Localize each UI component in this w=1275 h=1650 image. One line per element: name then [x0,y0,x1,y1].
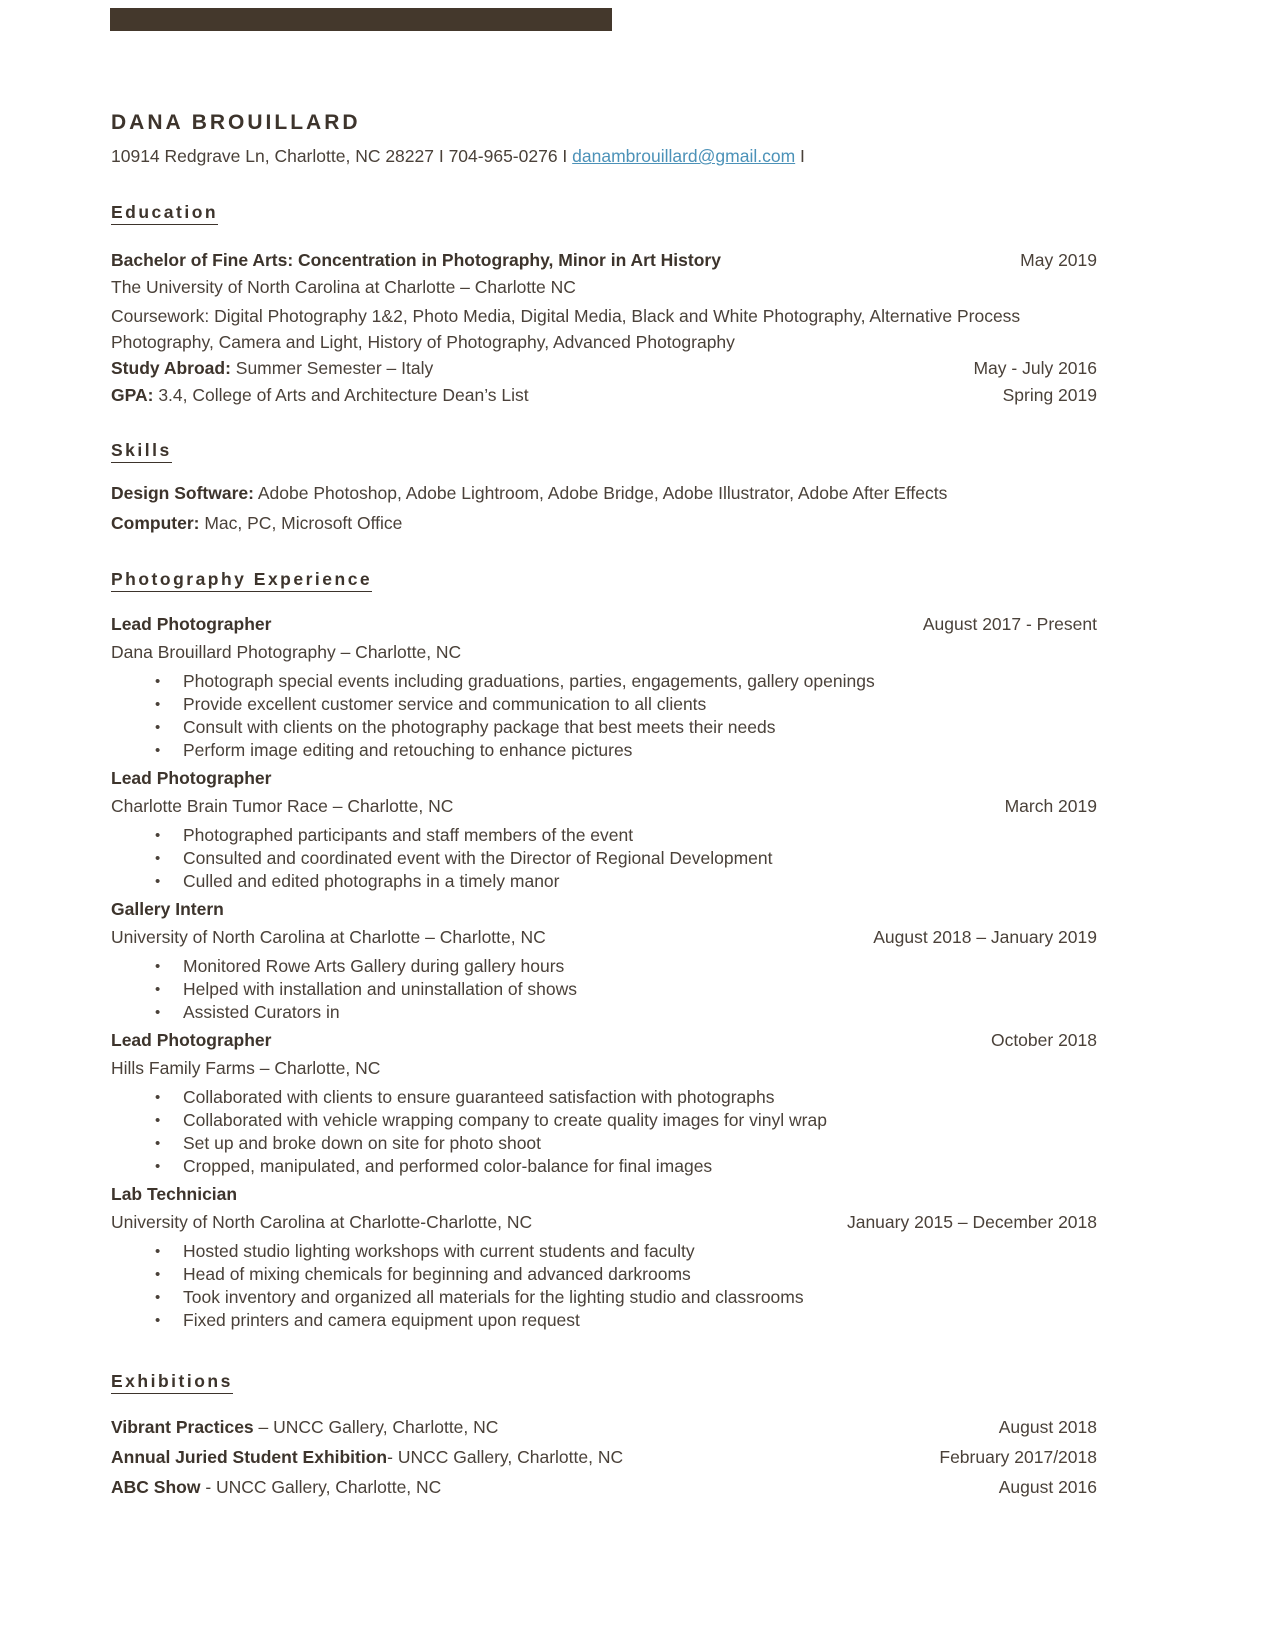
bullet-item: • Hosted studio lighting workshops with current students and faculty [111,1240,1097,1263]
job-title: Lead Photographer [111,614,272,634]
exhibition-row [111,1412,1097,1442]
design-software-line: Design Software: Adobe Photoshop, Adobe Lightroom, Adobe Bridge, Adobe Illustrator, Adobe After Effects [111,483,948,503]
job-company-date: August 2018 – January 2019 [873,927,1097,947]
job-company: University of North Carolina at Charlotte-Charlotte, NC [111,1212,533,1232]
job-title: Lead Photographer [111,1030,272,1050]
job-company: Charlotte Brain Tumor Race – Charlotte, NC [111,796,454,816]
job-company: University of North Carolina at Charlotte – Charlotte, NC [111,927,546,947]
job-bullet-list [111,951,1097,1026]
job-company-row [111,923,1097,951]
job-company-row [111,1054,1097,1082]
section-heading-skills: Skills [111,439,1097,461]
resume-page [111,110,1097,1502]
top-accent-bar [110,8,612,31]
job-title-row [111,895,1097,923]
bullet-item: • Consult with clients on the photography package that best meets their needs [111,716,1097,739]
exhibition-row [111,1442,1097,1472]
exhibition-list [111,1412,1097,1502]
bullet-item: • Fixed printers and camera equipment upon request [111,1309,1097,1332]
job-date: October 2018 [990,1030,1097,1050]
bullet-item: • Head of mixing chemicals for beginning and advanced darkrooms [111,1263,1097,1286]
bullet-item: • Consulted and coordinated event with the Director of Regional Development [111,847,1097,870]
coursework-paragraph: Coursework: Digital Photography 1&2, Photo Media, Digital Media, Black and White Photography, Alternative Process Photography, Camera and Light, History of Photography, Advanced Photography [111,306,1021,352]
exhibition-date: August 2018 [998,1417,1097,1437]
bullet-item: • Monitored Rowe Arts Gallery during gallery hours [111,955,1097,978]
section-heading-photography-experience: Photography Experience [111,568,1097,590]
design-software-label: Design Software: [111,483,254,503]
school-name: The University of North Carolina at Charlotte – Charlotte NC [111,277,576,297]
degree-date: May 2019 [1020,250,1097,270]
job-entry [111,1180,1097,1334]
job-title: Lead Photographer [111,768,272,788]
contact-address-phone: 10914 Redgrave Ln, Charlotte, NC 28227 I 704-965-0276 I [111,146,568,166]
exhibition-row [111,1472,1097,1502]
job-bullet-list [111,820,1097,895]
person-name: DANA BROUILLARD [111,111,361,134]
job-title-row [111,1026,1097,1054]
bullet-item: • Photographed participants and staff members of the event [111,824,1097,847]
exhibition-title: Vibrant Practices [111,1417,254,1437]
job-company-row [111,792,1097,820]
job-entry [111,1026,1097,1180]
exhibition-title: Annual Juried Student Exhibition [111,1447,388,1467]
job-title-row [111,1180,1097,1208]
job-company-date: March 2019 [1004,796,1097,816]
job-bullet-list [111,1082,1097,1180]
job-title: Gallery Intern [111,899,224,919]
section-heading-exhibitions: Exhibitions [111,1370,1097,1392]
exhibition-date: August 2016 [998,1477,1097,1497]
job-date: August 2017 - Present [922,614,1097,634]
study-abroad-date: May - July 2016 [973,358,1097,378]
contact-line [111,145,1097,168]
bullet-item: • Assisted Curators in [111,1001,1097,1024]
education-school-row [111,274,1097,301]
exhibition-text: ABC Show - UNCC Gallery, Charlotte, NC [111,1477,442,1497]
exhibition-text: Vibrant Practices – UNCC Gallery, Charlotte, NC [111,1417,499,1437]
degree-title: Bachelor of Fine Arts: Concentration in Photography, Minor in Art History [111,250,721,270]
job-company-row [111,1208,1097,1236]
gpa-text: GPA: 3.4, College of Arts and Architecture Dean’s List [111,385,529,405]
job-company: Dana Brouillard Photography – Charlotte, NC [111,642,462,662]
bullet-item: • Photograph special events including graduations, parties, engagements, gallery openings [111,670,1097,693]
section-heading-education: Education [111,201,1097,223]
bullet-item: • Helped with installation and uninstallation of shows [111,978,1097,1001]
job-title: Lab Technician [111,1184,238,1204]
job-title-row [111,764,1097,792]
computer-skills-label: Computer: [111,513,200,533]
gpa-date: Spring 2019 [1002,385,1097,405]
email-link[interactable]: danambrouillard@gmail.com [572,146,796,166]
exhibition-date: February 2017/2018 [939,1447,1097,1467]
bullet-item: • Perform image editing and retouching to enhance pictures [111,739,1097,762]
bullet-item: • Provide excellent customer service and communication to all clients [111,693,1097,716]
job-entry [111,610,1097,764]
job-title-row [111,610,1097,638]
computer-skills-line: Computer: Mac, PC, Microsoft Office [111,513,403,533]
contact-trailing-separator: I [800,146,805,166]
bullet-item: • Collaborated with vehicle wrapping company to create quality images for vinyl wrap [111,1109,1097,1132]
study-abroad-row [111,355,1097,382]
education-degree-row [111,247,1097,274]
gpa-row [111,382,1097,409]
job-entry [111,895,1097,1026]
job-company-date: January 2015 – December 2018 [846,1212,1097,1232]
job-company: Hills Family Farms – Charlotte, NC [111,1058,381,1078]
job-entry [111,764,1097,895]
job-bullet-list [111,1236,1097,1334]
bullet-item: • Collaborated with clients to ensure guaranteed satisfaction with photographs [111,1086,1097,1109]
bullet-item: • Set up and broke down on site for photo shoot [111,1132,1097,1155]
bullet-item: • Cropped, manipulated, and performed color-balance for final images [111,1155,1097,1178]
exhibition-title: ABC Show [111,1477,201,1497]
study-abroad-text: Study Abroad: Summer Semester – Italy [111,358,434,378]
gpa-label: GPA: [111,385,154,405]
study-abroad-label: Study Abroad: [111,358,231,378]
job-bullet-list [111,666,1097,764]
job-company-row [111,638,1097,666]
bullet-item: • Culled and edited photographs in a timely manor [111,870,1097,893]
exhibition-text: Annual Juried Student Exhibition- UNCC Gallery, Charlotte, NC [111,1447,624,1467]
bullet-item: • Took inventory and organized all materials for the lighting studio and classrooms [111,1286,1097,1309]
